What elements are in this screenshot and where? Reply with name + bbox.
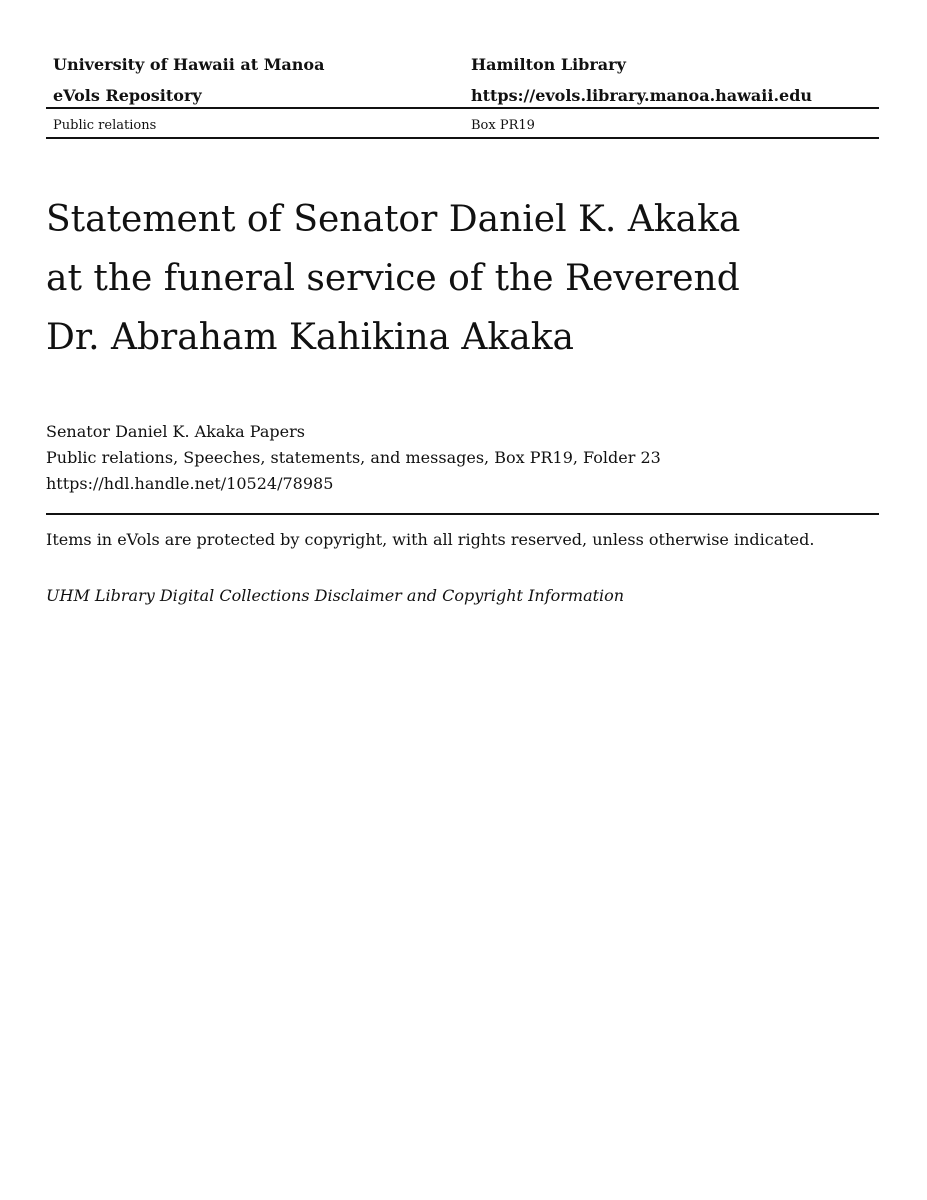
header-row-1: [46, 52, 879, 83]
library-name: Hamilton Library: [471, 55, 626, 74]
repository-url[interactable]: https://evols.library.manoa.hawaii.edu: [471, 86, 813, 105]
box-number: Box PR19: [471, 118, 535, 133]
document-title: [46, 190, 879, 367]
institution-name: University of Hawaii at Manoa: [53, 55, 325, 74]
handle-link[interactable]: https://hdl.handle.net/10524/78985: [46, 474, 334, 493]
subheader-divider: [46, 137, 879, 139]
header-divider: [46, 107, 879, 109]
document-metadata: [46, 419, 661, 497]
title-line-2: at the funeral service of the Reverend: [46, 258, 740, 299]
title-line-1: Statement of Senator Daniel K. Akaka: [46, 199, 741, 240]
repository-name: eVols Repository: [53, 86, 202, 105]
header-table: [46, 52, 879, 114]
collection-name: Senator Daniel K. Akaka Papers: [46, 422, 305, 441]
metadata-divider: [46, 513, 879, 515]
header-row-2: [46, 83, 879, 114]
title-line-3: Dr. Abraham Kahikina Akaka: [46, 317, 574, 358]
collection-series: Public relations: [53, 118, 157, 133]
copyright-notice: Items in eVols are protected by copyright, with all rights reserved, unless otherwise indicated.: [46, 530, 815, 549]
disclaimer-link[interactable]: UHM Library Digital Collections Disclaimer and Copyright Information: [46, 586, 625, 605]
folder-location: Public relations, Speeches, statements, and messages, Box PR19, Folder 23: [46, 448, 661, 467]
